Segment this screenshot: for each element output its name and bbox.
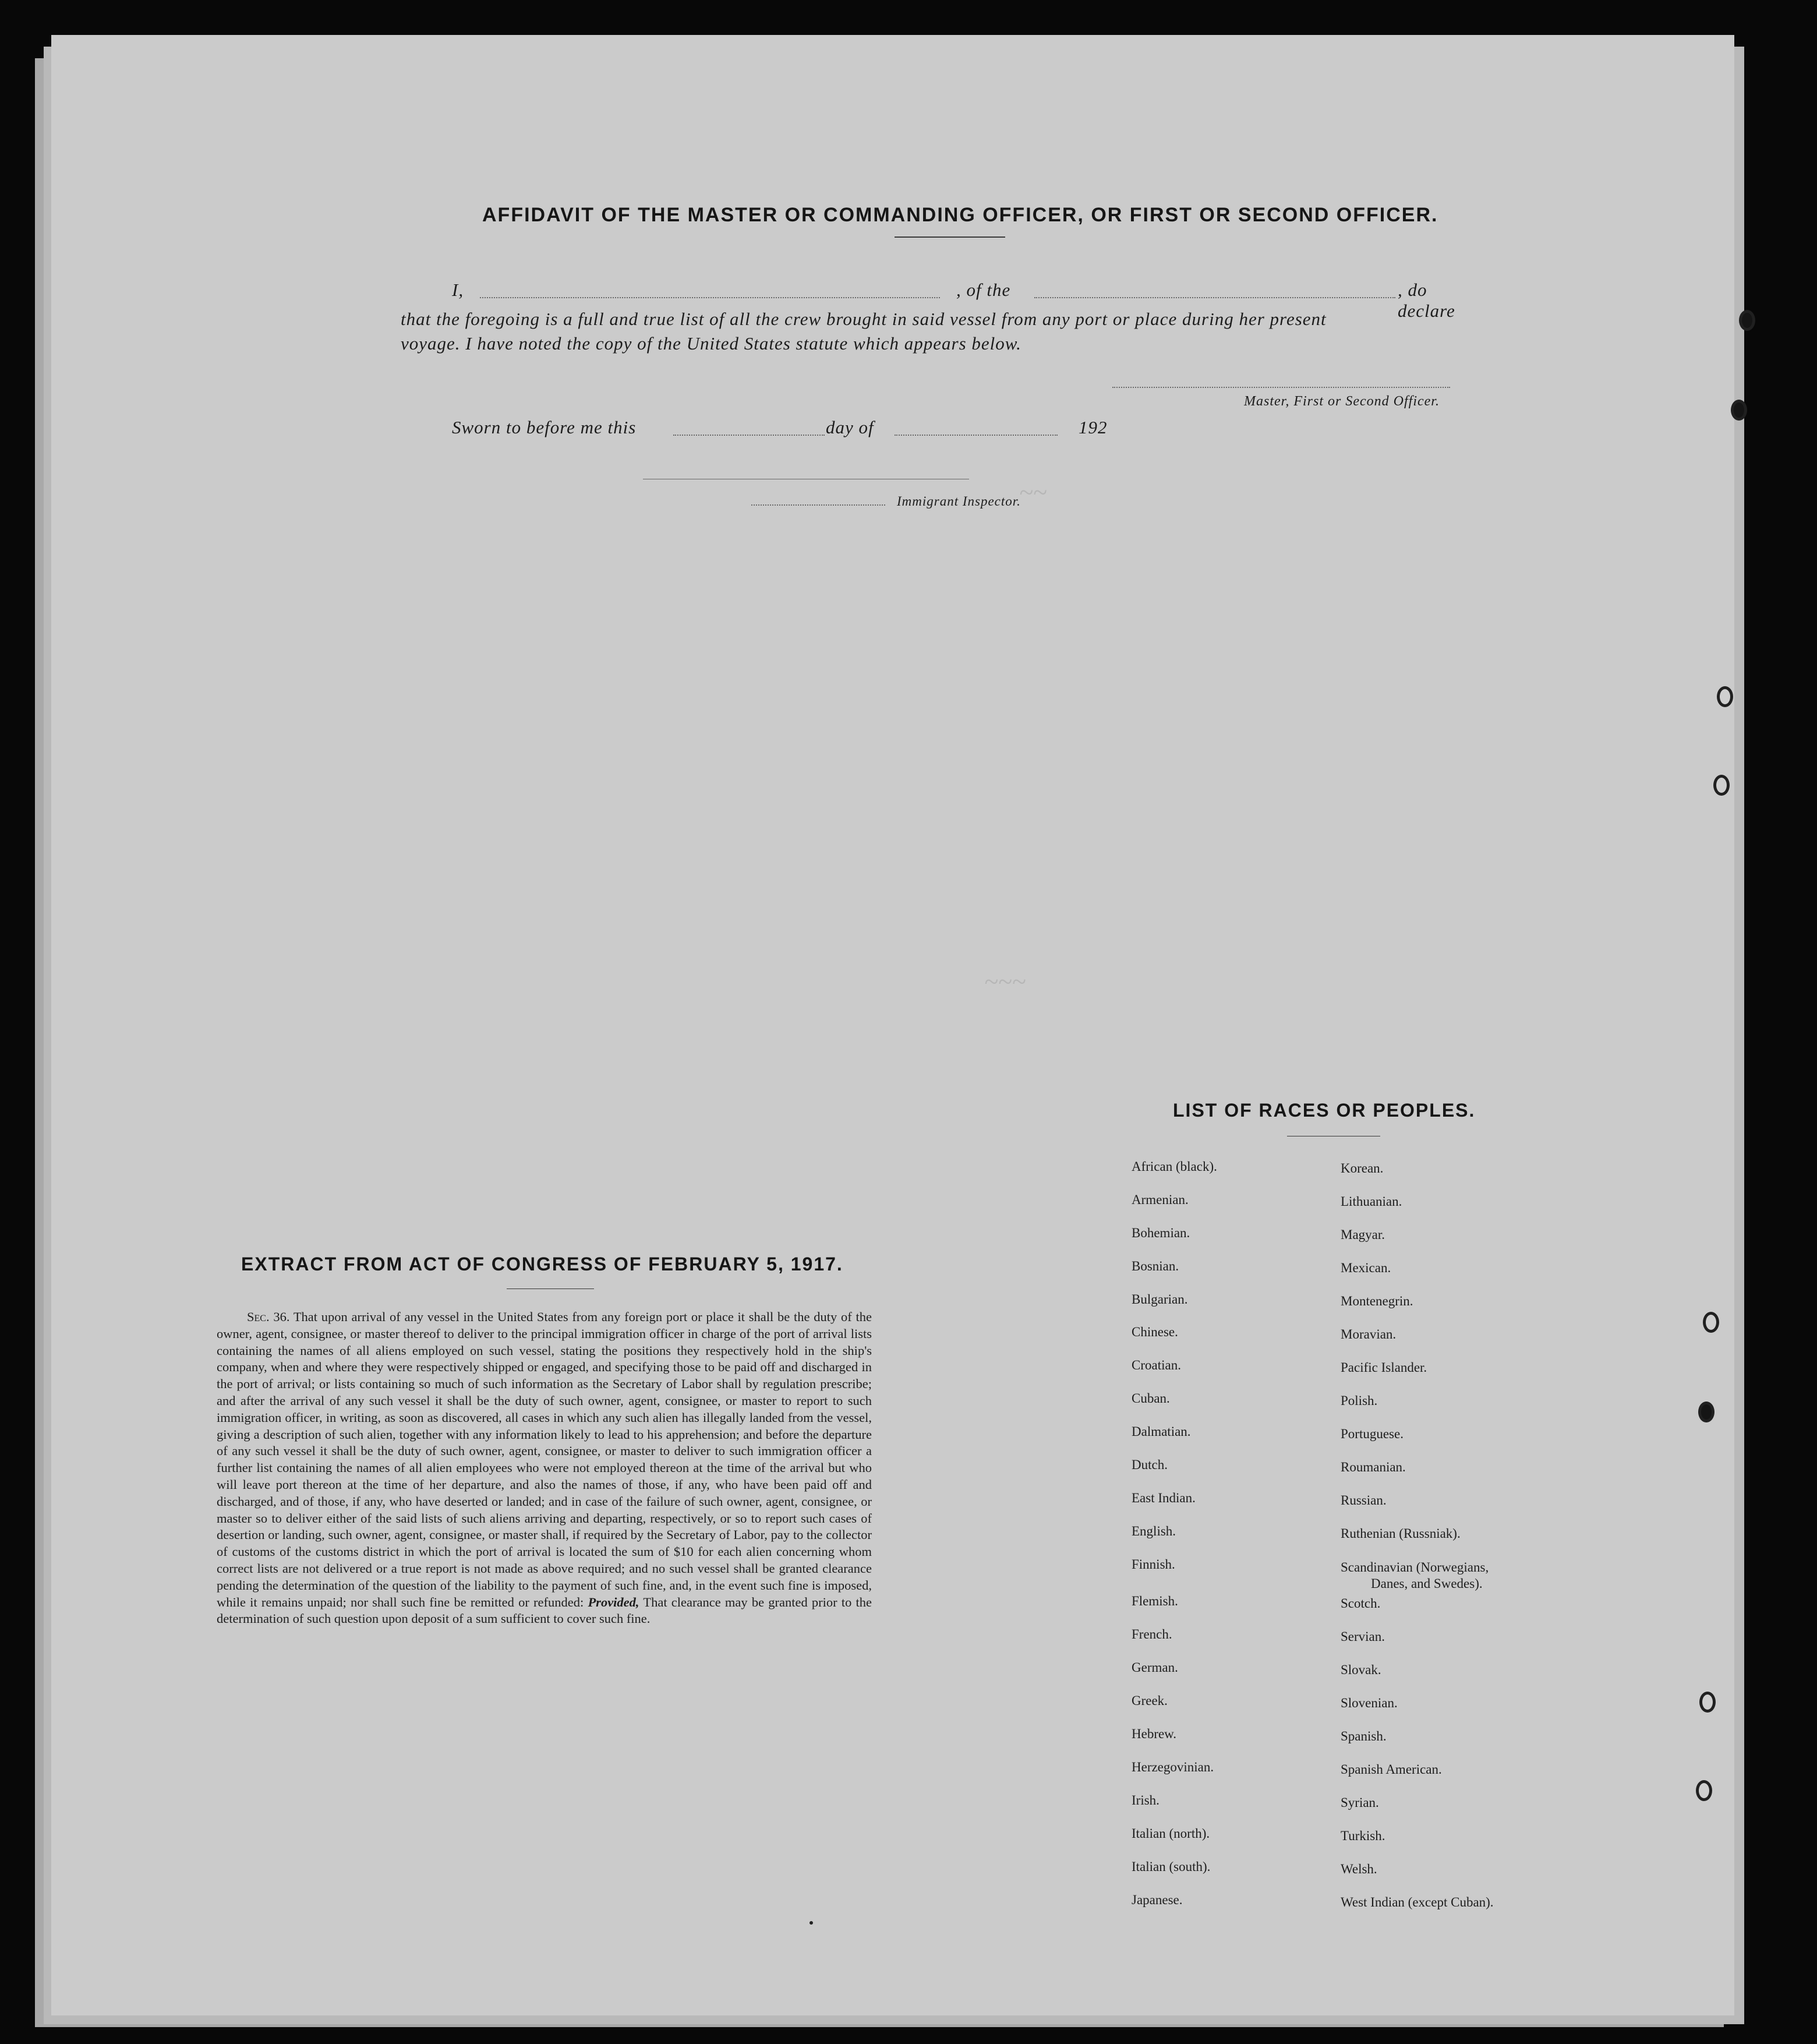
sworn-month-field[interactable] <box>895 435 1058 436</box>
extract-title-underline <box>507 1288 594 1289</box>
inspector-label: Immigrant Inspector. <box>897 494 1021 509</box>
race-item: Japanese. <box>1132 1893 1183 1907</box>
sworn-day-field[interactable] <box>673 435 825 436</box>
sworn-line <box>452 417 1151 440</box>
race-item: Turkish. <box>1341 1828 1385 1843</box>
races-title: LIST OF RACES OR PEOPLES. <box>1173 1100 1476 1121</box>
master-signature-line[interactable] <box>1112 387 1450 388</box>
race-item: Portuguese. <box>1341 1427 1404 1441</box>
race-item: Dalmatian. <box>1132 1424 1191 1439</box>
punch-hole-icon <box>1739 310 1755 331</box>
race-item: Slovak. <box>1341 1662 1381 1677</box>
race-item: Roumanian. <box>1341 1460 1406 1474</box>
race-item: English. <box>1132 1524 1176 1538</box>
statute-text <box>217 1309 872 1628</box>
provided-word: Provided, <box>588 1594 639 1609</box>
race-item: Chinese. <box>1132 1325 1178 1339</box>
race-item: Bulgarian. <box>1132 1292 1188 1307</box>
vessel-name-field[interactable] <box>1034 297 1395 298</box>
statute-body: That upon arrival of any vessel in the United States from any foreign port or place it shall be the duty of the owner, agent, consignee, or master thereof to deliver to the principal immigration officer in charge of the port of arrival lists containing the names of all aliens employed on such vessel, stating the positions they respectively hold in the ship's company, when and where they were respectively shipped or engaged, and specifying those to be paid off and discharged in the port of arrival; or lists containing so much of such information as the Secretary of Labor shall by regulation prescribe; and after the arrival of any such vessel it shall be the duty of such owner, agent, consignee, or master to report to such immigration officer, in writing, as soon as discovered, all cases in which any such alien has illegally landed from the vessel, giving a description of such alien, together with any information likely to lead to his apprehension; and before the departure of any such vessel it shall be the duty of such owner, agent, consignee, or master to deliver to such immigration officer a further list containing the names of all alien employees who were not employed thereon at the time of the arrival but who will leave port thereon at the time of her departure, and also the names of those, if any, who have been paid off and discharged, and of those, if any, who have deserted or landed; and in case of the failure of such owner, agent, consignee, or master so to deliver either of the said lists of such aliens arriving and departing, respectively, or so to report such cases of desertion or landing, such owner, agent, consignee, or master shall, if required by the Secretary of Labor, pay to the collector of customs of the customs district in which the port of arrival is located the sum of $10 for each alien concerning whom correct lists are not delivered or a true report is not made as above required; and no such vessel shall be granted clearance pending the determination of the question of the liability to the payment of such fine, and, in the event such fine is imposed, while it remains unpaid; nor shall such fine be remitted or refunded: <box>217 1309 872 1609</box>
race-item: French. <box>1132 1627 1172 1641</box>
race-item: Armenian. <box>1132 1192 1189 1207</box>
affidavit-line-3: voyage. I have noted the copy of the United States statute which appears below. <box>401 333 1021 354</box>
race-item: Bosnian. <box>1132 1259 1179 1273</box>
affidavit-declare-label: , do declare <box>1398 280 1455 321</box>
race-item: Italian (north). <box>1132 1826 1210 1841</box>
race-item: Herzegovinian. <box>1132 1760 1214 1774</box>
race-item: Slovenian. <box>1341 1696 1398 1710</box>
sworn-year-label: 192 <box>1079 417 1108 437</box>
punch-hole-icon <box>1713 775 1730 796</box>
extract-title: EXTRACT FROM ACT OF CONGRESS OF FEBRUARY 5, 1917. <box>241 1254 843 1275</box>
race-item: German. <box>1132 1660 1178 1675</box>
master-signature-label: Master, First or Second Officer. <box>1244 394 1440 409</box>
punch-hole-icon <box>1731 400 1747 421</box>
punch-hole-icon <box>1698 1402 1715 1422</box>
race-item: Lithuanian. <box>1341 1194 1402 1209</box>
race-item: Croatian. <box>1132 1358 1181 1372</box>
master-name-field[interactable] <box>480 297 940 298</box>
punch-hole-icon <box>1699 1692 1716 1713</box>
race-item-continuation: Danes, and Swedes). <box>1371 1576 1483 1591</box>
race-item: Mexican. <box>1341 1261 1391 1275</box>
race-item: Magyar. <box>1341 1227 1385 1242</box>
race-item: Moravian. <box>1341 1327 1397 1342</box>
race-item: Greek. <box>1132 1693 1168 1708</box>
ink-dot <box>809 1921 813 1925</box>
race-item: Irish. <box>1132 1793 1160 1808</box>
affidavit-i-label: I, <box>452 280 464 300</box>
race-item: Dutch. <box>1132 1457 1168 1472</box>
race-item: Bohemian. <box>1132 1226 1190 1240</box>
race-item: Ruthenian (Russniak). <box>1341 1526 1461 1541</box>
race-item: Scotch. <box>1341 1596 1381 1611</box>
race-item: Pacific Islander. <box>1341 1360 1427 1375</box>
race-item: Montenegrin. <box>1341 1294 1413 1308</box>
race-item: African (black). <box>1132 1159 1217 1174</box>
race-item: Polish. <box>1341 1393 1378 1408</box>
bleed-through-mark: ~~ <box>1019 478 1047 507</box>
race-item: Spanish. <box>1341 1729 1387 1743</box>
race-item: Welsh. <box>1341 1862 1377 1876</box>
inspector-dotted-line <box>751 504 885 506</box>
punch-hole-icon <box>1717 686 1733 707</box>
race-item: Korean. <box>1341 1161 1384 1175</box>
race-item: Hebrew. <box>1132 1727 1177 1741</box>
race-item: Scandinavian (Norwegians, Danes, and Swedes). <box>1341 1560 1489 1591</box>
race-item: East Indian. <box>1132 1491 1196 1505</box>
race-item: Italian (south). <box>1132 1859 1211 1874</box>
document-page <box>51 35 1734 2015</box>
punch-hole-icon <box>1696 1780 1712 1801</box>
affidavit-title: AFFIDAVIT OF THE MASTER OR COMMANDING OFFICER, OR FIRST OR SECOND OFFICER. <box>482 204 1438 226</box>
statute-body-end: That clearance may be granted prior to the determination of such question upon deposit of a sum sufficient to cover such fine. <box>217 1594 872 1626</box>
race-item: Cuban. <box>1132 1391 1170 1406</box>
sworn-day-of-label: day of <box>826 417 874 437</box>
sworn-label: Sworn to before me this <box>452 417 637 437</box>
race-item: Spanish American. <box>1341 1762 1442 1777</box>
affidavit-line-2: that the foregoing is a full and true list of all the crew brought in said vessel from any port or place during her present <box>401 309 1327 329</box>
race-item: Russian. <box>1341 1493 1387 1508</box>
race-item: Syrian. <box>1341 1795 1379 1810</box>
race-item: Finnish. <box>1132 1557 1175 1572</box>
affidavit-title-underline <box>895 236 1005 238</box>
bleed-through-mark: ~~~ <box>984 968 1026 996</box>
race-item: Servian. <box>1341 1629 1385 1644</box>
punch-hole-icon <box>1703 1312 1719 1333</box>
affidavit-of-the-label: , of the <box>956 280 1011 300</box>
section-label: Sec. 36. <box>247 1309 290 1324</box>
race-item: Flemish. <box>1132 1594 1178 1608</box>
race-item: West Indian (except Cuban). <box>1341 1895 1494 1909</box>
